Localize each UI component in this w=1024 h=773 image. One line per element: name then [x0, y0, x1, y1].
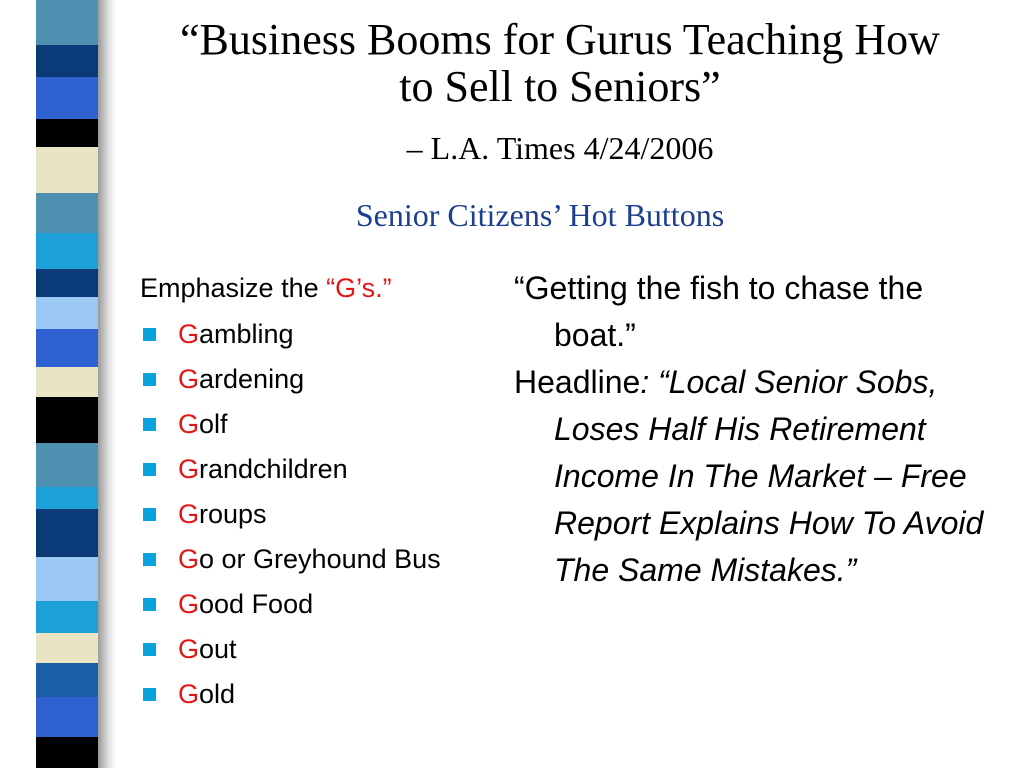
- item-text: randchildren: [199, 454, 348, 484]
- stripe-segment: [36, 45, 98, 77]
- item-initial: G: [178, 589, 200, 619]
- list-item: [140, 357, 520, 402]
- item-initial: G: [178, 409, 200, 439]
- item-text: ood Food: [199, 589, 314, 619]
- list-item: [140, 312, 520, 357]
- list-item: [140, 627, 520, 672]
- item-text: o or Greyhound Bus: [199, 544, 441, 574]
- square-bullet-icon: [143, 508, 156, 521]
- square-bullet-icon: [143, 553, 156, 566]
- square-bullet-icon: [143, 463, 156, 476]
- item-text: ambling: [199, 319, 294, 349]
- list-item: [140, 447, 520, 492]
- stripe-segment: [36, 269, 98, 297]
- item-initial: G: [178, 319, 200, 349]
- stripe-segment: [36, 601, 98, 633]
- stripe-segment: [36, 193, 98, 233]
- slide-title: “Business Booms for Gurus Teaching How to Sell to Seniors”: [180, 15, 940, 111]
- stripe-segment: [36, 329, 98, 367]
- list-item: [140, 582, 520, 627]
- stripe-pattern: [36, 0, 98, 768]
- hot-buttons-column: [140, 268, 520, 717]
- g-word-list: [140, 312, 520, 717]
- list-intro: [140, 268, 520, 312]
- item-initial: G: [178, 544, 200, 574]
- list-item: [140, 537, 520, 582]
- stripe-segment: [36, 509, 98, 557]
- intro-text: Emphasize the: [140, 273, 319, 303]
- list-item: [140, 492, 520, 537]
- stripe-segment: [36, 697, 98, 737]
- item-text: ardening: [199, 364, 305, 394]
- headline-paragraph: [514, 359, 994, 594]
- square-bullet-icon: [143, 598, 156, 611]
- item-text: olf: [199, 409, 228, 439]
- item-text: out: [199, 634, 237, 664]
- stripe-segment: [36, 297, 98, 329]
- list-item: [140, 402, 520, 447]
- stripe-segment: [36, 737, 98, 768]
- stripe-segment: [36, 367, 98, 397]
- square-bullet-icon: [143, 373, 156, 386]
- item-text: old: [199, 679, 236, 709]
- item-initial: G: [178, 499, 200, 529]
- stripe-segment: [36, 397, 98, 443]
- stripe-segment: [36, 18, 98, 45]
- stripe-shadow: [98, 0, 116, 768]
- square-bullet-icon: [143, 688, 156, 701]
- square-bullet-icon: [143, 328, 156, 341]
- square-bullet-icon: [143, 418, 156, 431]
- stripe-segment: [36, 233, 98, 269]
- headline-label: Headline: [514, 364, 641, 400]
- square-bullet-icon: [143, 643, 156, 656]
- source-citation: – L.A. Times 4/24/2006: [406, 130, 714, 166]
- stripe-segment: [36, 557, 98, 601]
- item-initial: G: [178, 634, 200, 664]
- stripe-segment: [36, 77, 98, 119]
- stripe-segment: [36, 443, 98, 487]
- stripe-segment: [36, 119, 98, 147]
- item-initial: G: [178, 364, 200, 394]
- marketing-quote-column: [514, 265, 994, 594]
- item-initial: G: [178, 679, 200, 709]
- stripe-segment: [36, 487, 98, 509]
- headline-colon: :: [640, 364, 650, 400]
- item-initial: G: [178, 454, 200, 484]
- stripe-segment: [36, 633, 98, 663]
- decorative-stripe-bar: [36, 0, 98, 768]
- list-item: [140, 672, 520, 717]
- intro-highlight: “G’s.”: [326, 273, 392, 303]
- item-text: roups: [199, 499, 267, 529]
- stripe-segment: [36, 663, 98, 697]
- fish-quote: “Getting the fish to chase the boat.”: [514, 270, 924, 353]
- stripe-segment: [36, 0, 98, 18]
- headline-text: “Local Senior Sobs, Loses Half His Retirement Income In The Market – Free Report Explains How To Avoid The Same Mistakes.”: [554, 364, 984, 588]
- stripe-segment: [36, 147, 98, 193]
- slide-subtitle: Senior Citizens’ Hot Buttons: [355, 197, 725, 233]
